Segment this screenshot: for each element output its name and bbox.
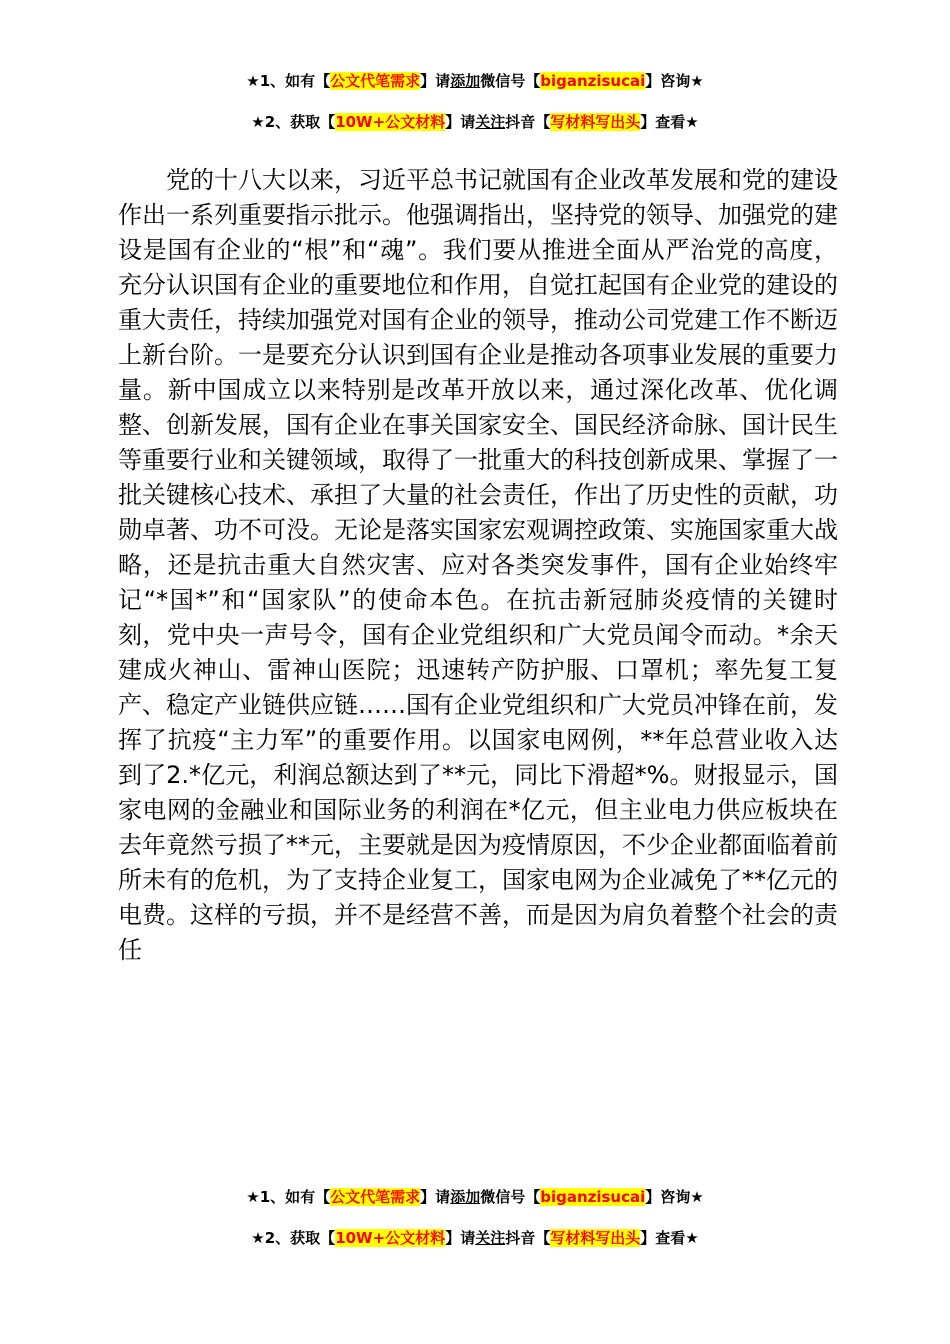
header-line-2-prefix: ★2、获取【: [251, 113, 336, 131]
footer-line-1-underlined: 添加: [450, 1188, 481, 1206]
header-line-1-highlight-wechat: biganzisucai: [540, 72, 646, 90]
footer-line-1-mid: 】请: [420, 1188, 451, 1206]
header-line-2-mid: 】请: [445, 113, 476, 131]
footer-line-2-mid2: 抖音【: [505, 1229, 551, 1247]
header-line-1-suffix: 】咨询★: [645, 72, 704, 90]
footer-line-1: [0, 1187, 950, 1207]
footer-line-1-suffix: 】咨询★: [645, 1188, 704, 1206]
header-line-1-mid2: 微信号【: [480, 72, 541, 90]
header-line-2-mid2: 抖音【: [505, 113, 551, 131]
header-line-2-highlight-materials: 10W+公文材料: [335, 113, 446, 131]
header-line-2-highlight-douyin: 写材料写出头: [550, 113, 641, 131]
footer-line-2-mid: 】请: [445, 1229, 476, 1247]
header-line-2-suffix: 】查看★: [640, 113, 699, 131]
footer-line-1-highlight-wechat: biganzisucai: [540, 1188, 646, 1206]
header-line-1-underlined: 添加: [450, 72, 481, 90]
footer-line-2-highlight-materials: 10W+公文材料: [335, 1229, 446, 1247]
header-line-1-prefix: ★1、如有【: [246, 72, 331, 90]
header-line-2: [0, 112, 950, 132]
footer-line-2: [0, 1228, 950, 1248]
body-paragraph: 党的十八大以来，习近平总书记就国有企业改革发展和党的建设作出一系列重要指示批示。他强调指出，坚持党的领导、加强党的建设是国有企业的“根”和“魂”。我们要从推进全面从严治党的高度，充分认识国有企业的重要地位和作用，自觉扛起国有企业党的建设的重大责任，持续加强党对国有企业的领导，推动公司党建工作不断迈上新台阶。一是要充分认识到国有企业是推动各项事业发展的重要力量。新中国成立以来特别是改革开放以来，通过深化改革、优化调整、创新发展，国有企业在事关国家安全、国民经济命脉、国计民生等重要行业和关键领域，取得了一批重大的科技创新成果、掌握了一批关键核心技术、承担了大量的社会责任，作出了历史性的贡献，功勋卓著、功不可没。无论是落实国家宏观调控政策、实施国家重大战略，还是抗击重大自然灾害、应对各类突发事件，国有企业始终牢记“*国*”和“国家队”的使命本色。在抗击新冠肺炎疫情的关键时刻，党中央一声号令，国有企业党组织和广大党员闻令而动。*余天建成火神山、雷神山医院；迅速转产防护服、口罩机；率先复工复产、稳定产业链供应链……国有企业党组织和广大党员冲锋在前，发挥了抗疫“主力军”的重要作用。以国家电网例，**年总营业收入达到了2.*亿元，利润总额达到了**元，同比下滑超*%。财报显示，国家电网的金融业和国际业务的利润在*亿元，但主业电力供应板块在去年竟然亏损了**元，主要就是因为疫情原因，不少企业都面临着前所未有的危机，为了支持企业复工，国家电网为企业减免了**亿元的电费。这样的亏损，并不是经营不善，而是因为肩负着整个社会的责任: [118, 166, 838, 964]
footer-line-1-mid2: 微信号【: [480, 1188, 541, 1206]
footer-line-1-prefix: ★1、如有【: [246, 1188, 331, 1206]
header-line-1-highlight-service: 公文代笔需求: [330, 72, 421, 90]
header-line-1-mid: 】请: [420, 72, 451, 90]
footer-line-2-prefix: ★2、获取【: [251, 1229, 336, 1247]
header-line-2-underlined: 关注: [475, 113, 506, 131]
header-line-1: [0, 71, 950, 91]
footer-line-2-suffix: 】查看★: [640, 1229, 699, 1247]
footer-line-1-highlight-service: 公文代笔需求: [330, 1188, 421, 1206]
footer-line-2-underlined: 关注: [475, 1229, 506, 1247]
footer-line-2-highlight-douyin: 写材料写出头: [550, 1229, 641, 1247]
